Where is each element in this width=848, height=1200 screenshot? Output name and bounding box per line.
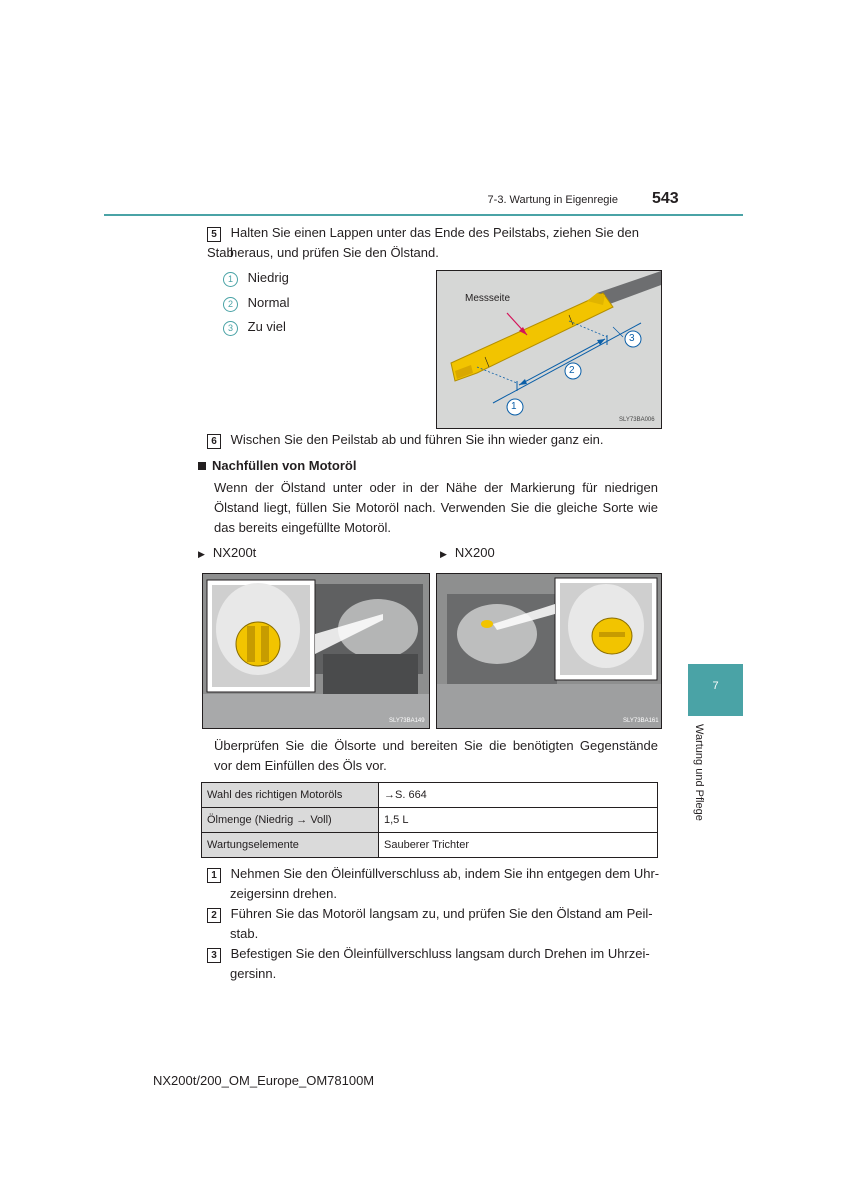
chapter-label-text: Wartung und Pflege — [693, 724, 705, 821]
prep-text-line: Überprüfen Sie die Ölsorte und bereiten Sie die benötigten Gegenstände — [214, 738, 658, 753]
step-number-box: 1 — [207, 868, 221, 883]
section-heading — [198, 456, 356, 476]
table-row — [202, 783, 658, 808]
level-label: Niedrig — [247, 270, 289, 285]
marker-3: 3 — [629, 333, 635, 344]
level-label: Zu viel — [247, 319, 286, 334]
refill-paragraph-line: das bereits eingefüllte Motoröl. — [214, 520, 392, 535]
table-value: 1,5 L — [379, 808, 658, 833]
triangle-bullet-icon: ▶ — [440, 549, 447, 559]
document-footer: NX200t/200_OM_Europe_OM78100M — [153, 1073, 375, 1088]
step-text-cont: stab. — [230, 926, 259, 941]
circled-number: 1 — [223, 272, 238, 287]
table-key: Ölmenge (Niedrig → Voll) — [202, 808, 379, 833]
prep-text-line: vor dem Einfüllen des Öls vor. — [214, 758, 387, 773]
variant-name: NX200t — [212, 545, 257, 560]
step-number-box: 5 — [207, 227, 221, 242]
refill-step-3 — [207, 944, 650, 964]
chapter-label — [687, 724, 711, 834]
chapter-tab — [688, 664, 743, 716]
level-item — [223, 293, 290, 313]
step-number-box: 6 — [207, 434, 221, 449]
table-value: Sauberer Trichter — [379, 833, 658, 858]
engine-illustration — [203, 574, 429, 728]
step-6 — [207, 430, 604, 450]
table-row — [202, 833, 658, 858]
refill-paragraph-line: Wenn der Ölstand unter oder in der Nähe der Markierung für niedrigen — [214, 480, 658, 495]
refill-step-1 — [207, 864, 659, 884]
marker-2: 2 — [569, 365, 575, 376]
circled-number: 3 — [223, 321, 238, 336]
step-text: Führen Sie das Motoröl langsam zu, und prüfen Sie den Ölstand am Peil- — [230, 906, 653, 921]
circled-number: 2 — [223, 297, 238, 312]
step-number-box: 2 — [207, 908, 221, 923]
step-text-cont: heraus, und prüfen Sie den Ölstand. — [230, 245, 439, 260]
engine-photo-nx200 — [436, 573, 662, 729]
heading-text: Nachfüllen von Motoröl — [212, 458, 357, 473]
spec-table — [201, 782, 658, 858]
variant-label — [198, 543, 256, 564]
dipstick-figure — [436, 270, 662, 429]
triangle-bullet-icon: ▶ — [198, 549, 205, 559]
refill-step-2 — [207, 904, 653, 924]
refill-paragraph-line: Ölstand liegt, füllen Sie Motoröl nach. Verwenden Sie die gleiche Sorte wie — [214, 500, 658, 515]
step-text: Nehmen Sie den Öleinfüllverschluss ab, indem Sie ihn entgegen dem Uhr- — [230, 866, 660, 881]
level-item — [223, 317, 286, 337]
page-number: 543 — [652, 190, 679, 207]
engine-illustration — [437, 574, 661, 728]
marker-1: 1 — [511, 401, 517, 412]
callout-label: Messseite — [465, 293, 511, 304]
table-row — [202, 808, 658, 833]
variant-label — [440, 543, 495, 564]
chapter-number: 7 — [712, 680, 719, 692]
table-key: Wahl des richtigen Motoröls — [202, 783, 379, 808]
level-item — [223, 268, 289, 288]
header-rule — [104, 214, 743, 216]
figure-code: SLY73BA006 — [619, 417, 655, 423]
step-text-cont: gersinn. — [230, 966, 277, 981]
figure-code: SLY73BA161 — [623, 718, 659, 724]
variant-name: NX200 — [454, 545, 495, 560]
square-bullet-icon — [198, 462, 206, 470]
step-number-box: 3 — [207, 948, 221, 963]
engine-photo-nx200t — [202, 573, 430, 729]
step-text-cont: zeigersinn drehen. — [230, 886, 337, 901]
table-key: Wartungselemente — [202, 833, 379, 858]
section-title: 7-3. Wartung in Eigenregie — [487, 194, 618, 206]
step-text: Halten Sie einen Lappen unter das Ende des Peilstabs, ziehen Sie den Stab — [207, 225, 639, 260]
level-label: Normal — [247, 295, 290, 310]
step-text: Wischen Sie den Peilstab ab und führen Sie ihn wieder ganz ein. — [230, 432, 604, 447]
table-value: →S. 664 — [379, 783, 658, 808]
figure-code: SLY73BA149 — [389, 718, 425, 724]
step-text: Befestigen Sie den Öleinfüllverschluss langsam durch Drehen im Uhrzei- — [230, 946, 650, 961]
